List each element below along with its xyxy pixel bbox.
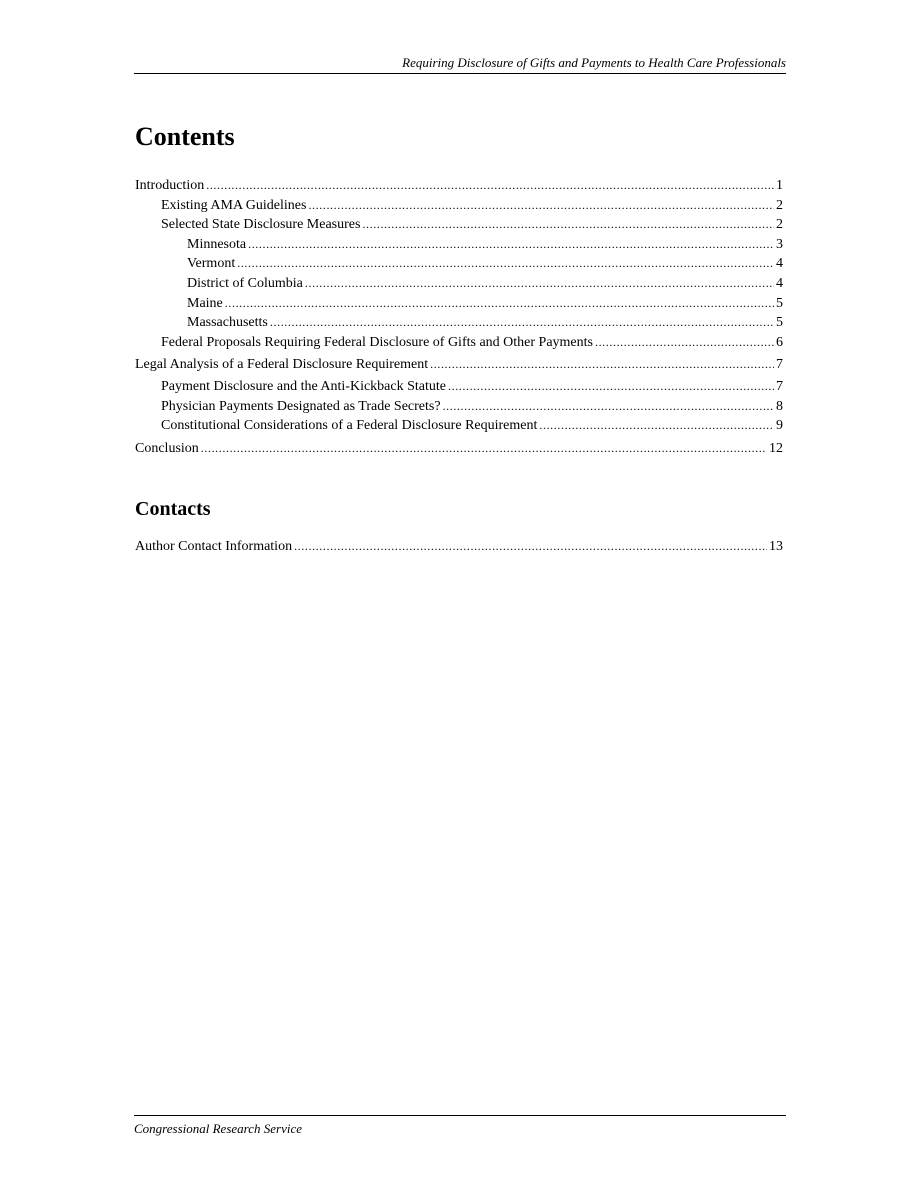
- toc-entry-label: Massachusetts: [187, 315, 268, 331]
- toc-entry-label: Introduction: [135, 178, 205, 193]
- toc-page-number: 4: [776, 275, 783, 291]
- toc-entry-trade-secrets[interactable]: [135, 397, 783, 417]
- toc-entry-label: Maine: [187, 295, 223, 311]
- dot-leader: [294, 537, 767, 557]
- dot-leader: [206, 176, 774, 196]
- toc-entry-vermont[interactable]: [135, 254, 783, 274]
- dot-leader: [443, 397, 774, 417]
- dot-leader: [430, 355, 774, 375]
- toc-page-number: 7: [776, 356, 783, 372]
- toc-entry-constitutional-considerations[interactable]: [135, 416, 783, 436]
- toc-page-number: 6: [776, 334, 783, 350]
- dot-leader: [248, 235, 774, 255]
- toc-entry-massachusetts[interactable]: [135, 313, 783, 333]
- toc-entry-label: Payment Disclosure and the Anti-Kickback Statute: [161, 379, 446, 395]
- toc-entry-federal-proposals[interactable]: [135, 333, 783, 353]
- toc-entry-author-contact-information[interactable]: [135, 537, 783, 557]
- toc-entry-minnesota[interactable]: [135, 235, 783, 255]
- dot-leader: [225, 294, 774, 314]
- toc-page-number: 8: [776, 398, 783, 414]
- toc-entry-maine[interactable]: [135, 294, 783, 314]
- toc-entry-label: Author Contact Information: [135, 539, 293, 554]
- dot-leader: [305, 274, 774, 294]
- dot-leader: [237, 254, 774, 274]
- toc-entry-introduction[interactable]: [135, 176, 783, 196]
- toc-entry-label: Selected State Disclosure Measures: [161, 217, 361, 233]
- toc-page-number: 12: [769, 440, 783, 456]
- contacts-title: Contacts: [135, 498, 211, 520]
- toc-entry-existing-ama-guidelines[interactable]: [135, 196, 783, 216]
- contents-title: Contents: [135, 122, 235, 151]
- toc-page-number: 5: [776, 315, 783, 331]
- toc-page-number: 5: [776, 295, 783, 311]
- dot-leader: [362, 215, 774, 235]
- toc-entry-label: Existing AMA Guidelines: [161, 197, 307, 213]
- toc-entry-label: Federal Proposals Requiring Federal Disclosure of Gifts and Other Payments: [161, 334, 593, 350]
- toc-page-number: 2: [776, 217, 783, 233]
- toc-page-number: 4: [776, 256, 783, 272]
- dot-leader: [270, 313, 774, 333]
- dot-leader: [539, 416, 774, 436]
- dot-leader: [595, 333, 774, 353]
- toc-page-number: 7: [776, 379, 783, 395]
- toc-page-number: 9: [776, 418, 783, 434]
- dot-leader: [448, 377, 774, 397]
- toc-entry-selected-state-disclosure-measures[interactable]: [135, 215, 783, 235]
- dot-leader: [201, 439, 767, 459]
- dot-leader: [308, 196, 774, 216]
- toc-entry-label: Conclusion: [135, 440, 199, 456]
- page-footer: Congressional Research Service: [134, 1115, 786, 1137]
- toc-entry-label: Minnesota: [187, 236, 247, 252]
- toc-entry-label: Vermont: [187, 256, 236, 272]
- toc-page-number: 13: [769, 539, 783, 554]
- toc-entry-label: Legal Analysis of a Federal Disclosure Requirement: [135, 356, 429, 372]
- toc-entry-legal-analysis[interactable]: [135, 355, 783, 375]
- toc-page-number: 1: [776, 178, 783, 193]
- running-header: Requiring Disclosure of Gifts and Payments to Health Care Professionals: [134, 55, 786, 74]
- toc-entry-anti-kickback-statute[interactable]: [135, 377, 783, 397]
- toc-entry-conclusion[interactable]: [135, 439, 783, 459]
- toc-page-number: 3: [776, 236, 783, 252]
- contacts-list: [135, 537, 783, 557]
- toc-entry-district-of-columbia[interactable]: [135, 274, 783, 294]
- toc-entry-label: Physician Payments Designated as Trade Secrets?: [161, 398, 441, 414]
- toc-entry-label: District of Columbia: [187, 275, 303, 291]
- toc-entry-label: Constitutional Considerations of a Federal Disclosure Requirement: [161, 418, 538, 434]
- table-of-contents: [135, 176, 783, 458]
- toc-page-number: 2: [776, 197, 783, 213]
